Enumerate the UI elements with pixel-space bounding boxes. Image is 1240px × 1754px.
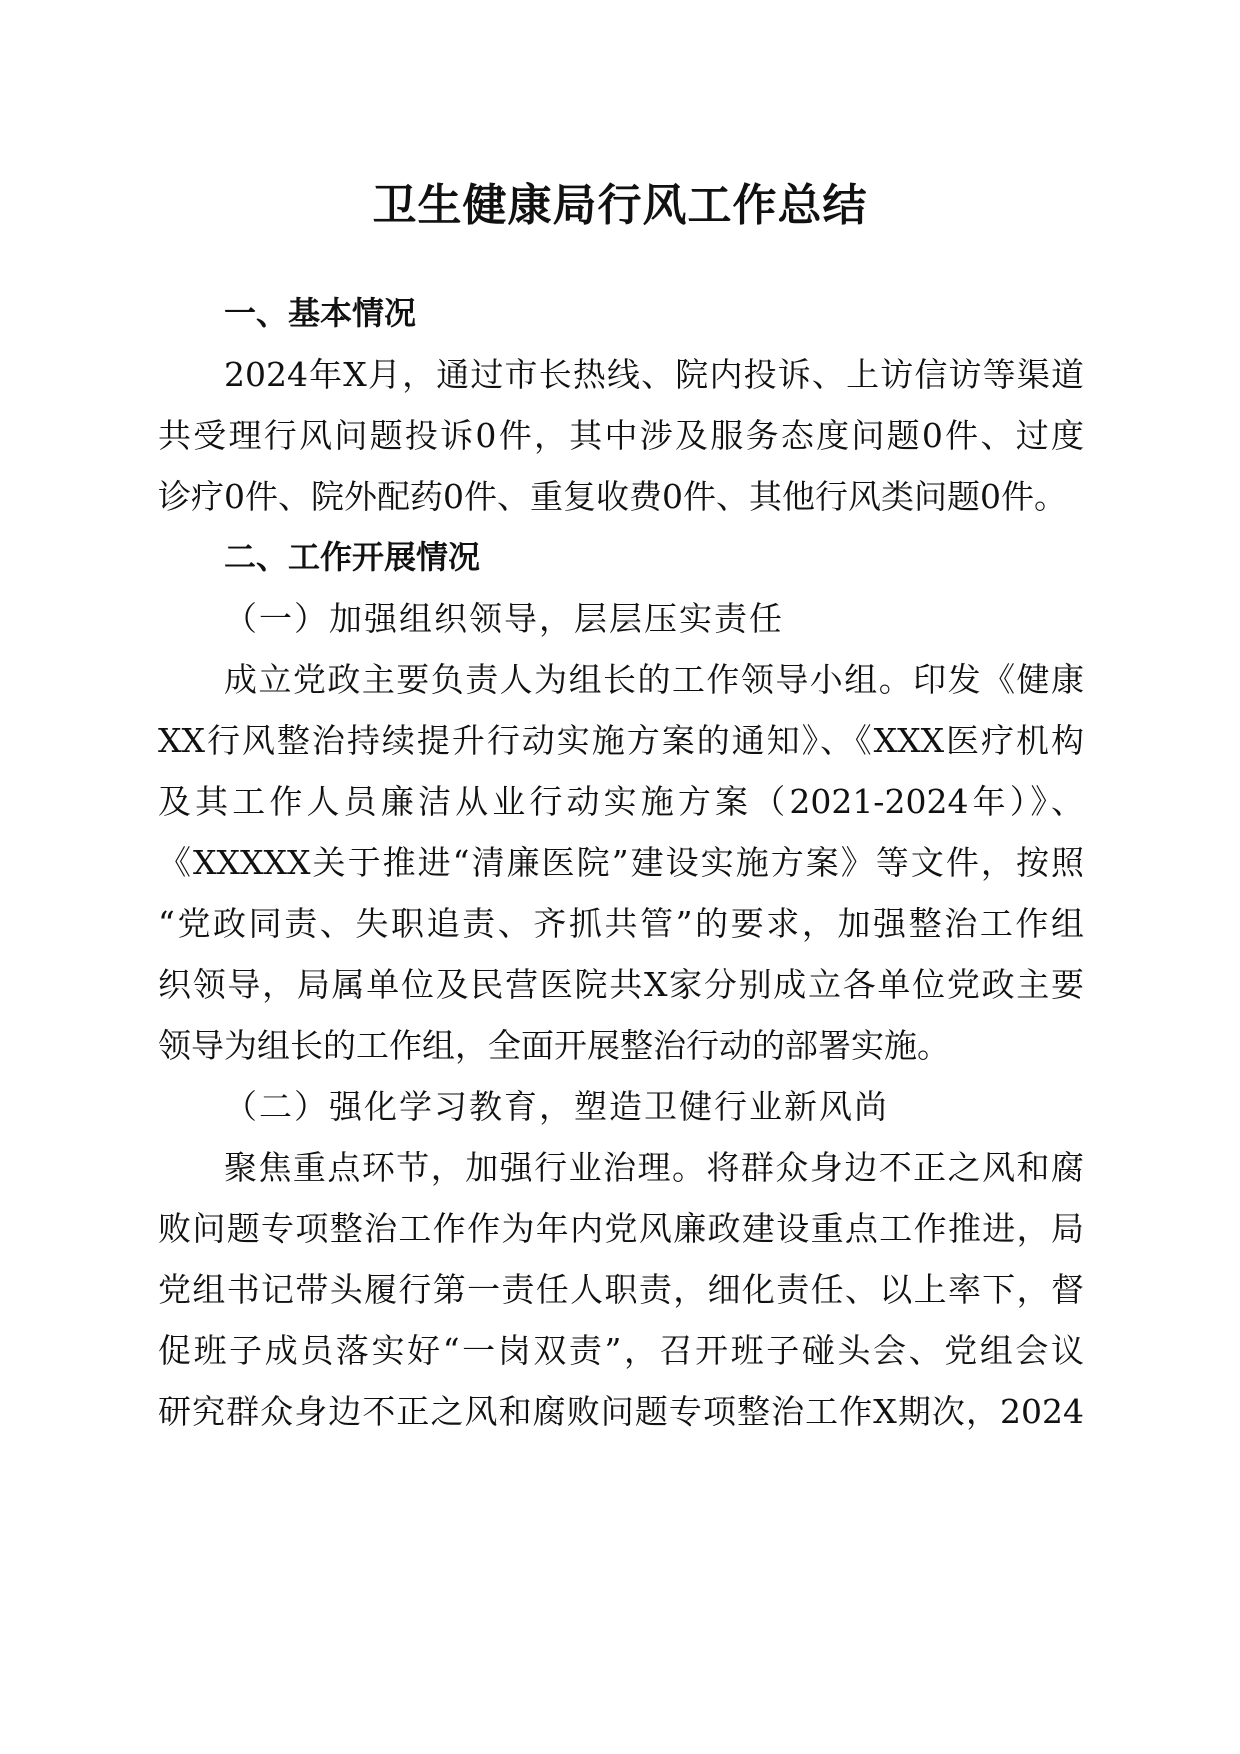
paragraph-line: 领导为组长的工作组，全面开展整治行动的部署实施。 <box>158 1026 950 1065</box>
paragraph-line: 及其工作人员廉洁从业行动实施方案（2021-2024年）》、 <box>158 782 1084 821</box>
section-heading-work: 二、工作开展情况 <box>224 538 481 576</box>
paragraph-line: 共受理行风问题投诉0件，其中涉及服务态度问题0件、过度 <box>158 416 1084 455</box>
paragraph-line: 织领导，局属单位及民营医院共X家分别成立各单位党政主要 <box>158 965 1084 1004</box>
paragraph-line: 党组书记带头履行第一责任人职责，细化责任、以上率下，督 <box>158 1270 1084 1309</box>
paragraph-line: 诊疗0件、院外配药0件、重复收费0件、其他行风类问题0件。 <box>158 477 1067 516</box>
section-heading-basic: 一、基本情况 <box>224 294 417 332</box>
paragraph-line: “党政同责、失职追责、齐抓共管”的要求，加强整治工作组 <box>158 904 1084 943</box>
paragraph-line: 败问题专项整治工作作为年内党风廉政建设重点工作推进，局 <box>158 1209 1084 1248</box>
paragraph-line: 2024年X月，通过市长热线、院内投诉、上访信访等渠道 <box>224 355 1084 394</box>
paragraph-line: XX行风整治持续提升行动实施方案的通知》、《XXX医疗机构 <box>158 721 1084 760</box>
document-title: 卫生健康局行风工作总结 <box>372 180 868 231</box>
subsection-heading-education: （二）强化学习教育，塑造卫健行业新风尚 <box>224 1087 889 1126</box>
paragraph-line: 《XXXXX关于推进“清廉医院”建设实施方案》等文件，按照 <box>158 843 1084 882</box>
paragraph-line: 成立党政主要负责人为组长的工作领导小组。印发《健康 <box>224 660 1084 699</box>
paragraph-line: 促班子成员落实好“一岗双责”，召开班子碰头会、党组会议 <box>158 1331 1084 1370</box>
paragraph-line: 研究群众身边不正之风和腐败问题专项整治工作X期次，2024 <box>158 1392 1084 1431</box>
paragraph-line: 聚焦重点环节，加强行业治理。将群众身边不正之风和腐 <box>224 1148 1084 1187</box>
subsection-heading-organization: （一）加强组织领导，层层压实责任 <box>224 599 784 638</box>
document-body <box>158 283 1084 1442</box>
